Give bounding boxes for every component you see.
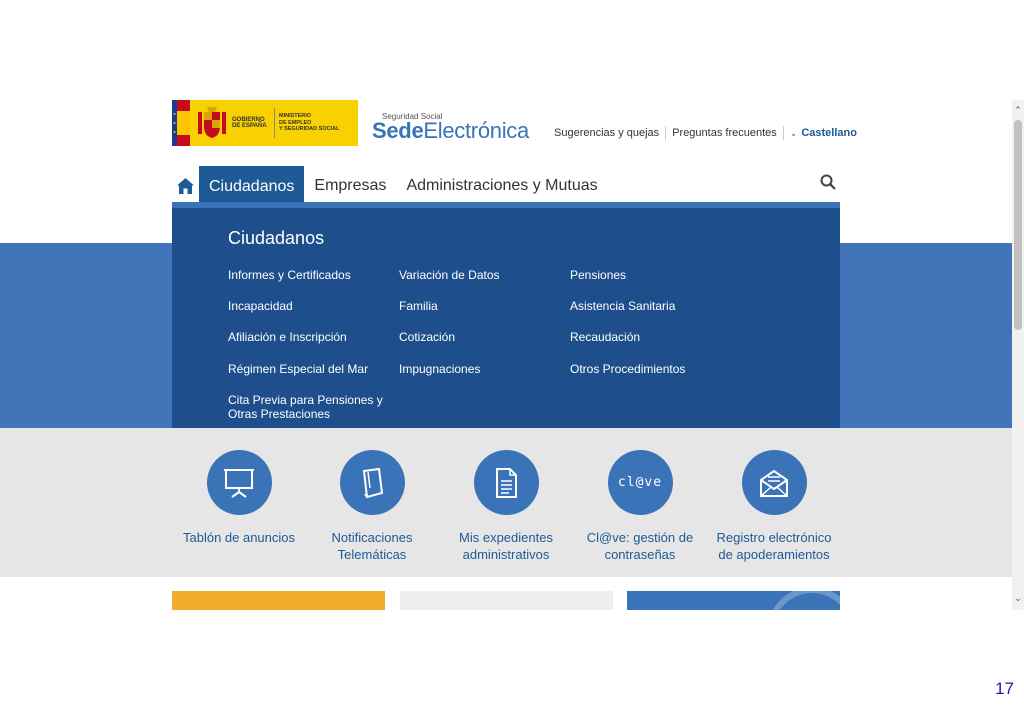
- link-sugerencias[interactable]: Sugerencias y quejas: [554, 127, 660, 139]
- language-selector[interactable]: Castellano: [801, 127, 857, 139]
- card-decoration: [767, 591, 840, 610]
- browser-viewport: [0, 100, 1012, 610]
- vertical-scrollbar[interactable]: [1012, 100, 1024, 610]
- tab-ciudadanos[interactable]: Ciudadanos: [199, 166, 304, 208]
- menu-item-pensiones[interactable]: Pensiones: [570, 268, 627, 282]
- promo-card-blue[interactable]: [627, 591, 840, 610]
- service-label: Notificaciones: [331, 530, 413, 545]
- board-icon: [222, 466, 256, 500]
- sede-subtitle: Seguridad Social: [382, 112, 443, 121]
- menu-item-asistencia[interactable]: Asistencia Sanitaria: [570, 299, 676, 314]
- menu-item-informes[interactable]: Informes y Certificados: [228, 268, 351, 282]
- sede-rest: Electrónica: [423, 118, 529, 143]
- service-expedientes[interactable]: [431, 450, 581, 563]
- mega-menu: [172, 208, 840, 428]
- mega-menu-column-1: [228, 268, 388, 424]
- service-tablon[interactable]: [164, 450, 314, 546]
- service-label: administrativos: [462, 547, 550, 562]
- sede-bold: Sede: [372, 118, 424, 143]
- menu-item-cita-previa[interactable]: Cita Previa para Pensiones y Otras Prestaciones: [228, 392, 383, 421]
- services-strip: [0, 428, 1012, 577]
- top-links: [548, 126, 857, 140]
- promo-card-yellow[interactable]: [172, 591, 385, 610]
- service-label: Tablón de anuncios: [182, 530, 296, 545]
- scroll-up-arrow-icon[interactable]: ⌃: [1014, 106, 1022, 116]
- service-registro[interactable]: [699, 450, 849, 563]
- ministry-text-line1: MINISTERIO: [279, 113, 312, 120]
- mega-menu-column-2: [399, 268, 559, 393]
- menu-item-variacion[interactable]: Variación de Datos: [399, 268, 500, 282]
- menu-item-otros[interactable]: Otros Procedimientos: [570, 361, 686, 376]
- promo-card-gray[interactable]: [400, 591, 613, 610]
- menu-item-impugnaciones[interactable]: Impugnaciones: [399, 361, 481, 376]
- government-logo[interactable]: [172, 100, 358, 146]
- search-icon: [820, 174, 836, 190]
- envelope-icon: [757, 466, 791, 500]
- gov-text-line2: DE ESPAÑA: [232, 123, 267, 129]
- logo-divider: [274, 108, 275, 138]
- main-nav: [172, 166, 840, 206]
- service-label: Cl@ve: gestión de: [586, 530, 694, 545]
- scrollbar-thumb[interactable]: [1014, 120, 1022, 330]
- menu-item-familia[interactable]: Familia: [399, 299, 438, 314]
- tab-empresas[interactable]: Empresas: [314, 177, 387, 194]
- spain-eu-flag-icon: [172, 100, 190, 146]
- service-label: de apoderamientos: [718, 547, 830, 562]
- home-button[interactable]: [172, 166, 199, 206]
- clave-icon: cl@ve: [617, 475, 663, 490]
- service-label: Mis expedientes: [459, 530, 553, 545]
- mega-menu-column-3: [570, 268, 730, 393]
- menu-item-cotizacion[interactable]: Cotización: [399, 330, 456, 345]
- tab-administraciones[interactable]: Administraciones y Mutuas: [406, 177, 598, 194]
- menu-item-recaudacion[interactable]: Recaudación: [570, 330, 641, 345]
- service-label: contraseñas: [604, 547, 676, 562]
- service-label: Registro electrónico: [716, 530, 832, 545]
- gov-text-line1: GOBIERNO: [232, 116, 265, 123]
- mega-menu-title: Ciudadanos: [228, 228, 325, 248]
- menu-item-incapacidad[interactable]: Incapacidad: [228, 299, 293, 314]
- search-button[interactable]: [820, 174, 840, 194]
- menu-item-regimen-mar[interactable]: Régimen Especial del Mar: [228, 361, 369, 376]
- chevron-down-icon[interactable]: ⌄: [789, 127, 798, 138]
- ministry-text-line2: DE EMPLEO: [279, 119, 312, 126]
- service-notificaciones[interactable]: [297, 450, 447, 563]
- slide-page-number: 17: [995, 679, 1014, 698]
- home-icon: [177, 178, 194, 194]
- notification-icon: [355, 466, 389, 500]
- sede-electronica-logo[interactable]: [372, 118, 529, 144]
- scroll-down-arrow-icon[interactable]: ⌄: [1014, 594, 1022, 604]
- ministry-text-line3: Y SEGURIDAD SOCIAL: [279, 126, 340, 133]
- document-icon: [489, 466, 523, 500]
- service-label: Telemáticas: [337, 547, 407, 562]
- coat-of-arms-icon: [196, 106, 228, 140]
- link-preguntas[interactable]: Preguntas frecuentes: [672, 127, 777, 139]
- service-clave[interactable]: [565, 450, 715, 563]
- menu-item-afiliacion[interactable]: Afiliación e Inscripción: [228, 330, 347, 345]
